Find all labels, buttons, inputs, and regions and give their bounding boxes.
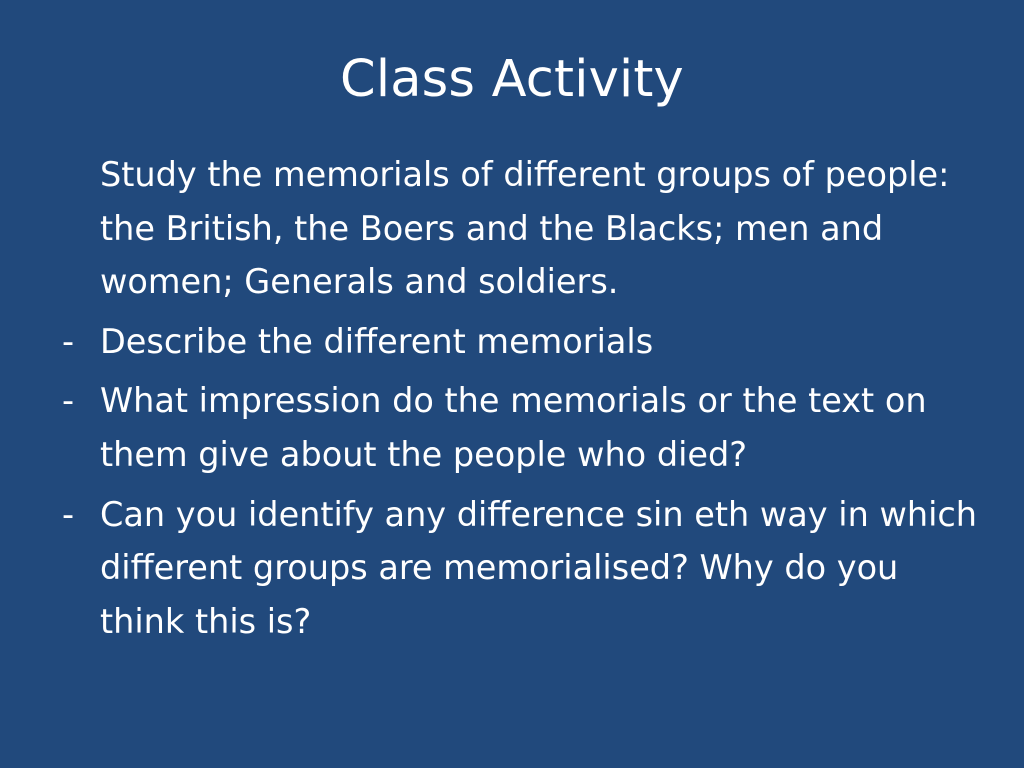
bullet-marker-icon: -: [62, 321, 75, 361]
bullet-marker-icon: -: [62, 494, 75, 534]
page-title: Class Activity: [340, 50, 684, 109]
list-item-label: What impression do the memorials or the text on them give about the people who died?: [100, 381, 927, 474]
list-item-label: Can you identify any difference sin eth way in which different groups are memorialised? Why do you think this is?: [100, 494, 978, 641]
list-item: [56, 315, 986, 369]
slide-body: [56, 148, 986, 654]
intro-paragraph: Study the memorials of different groups of people: the British, the Boers and the Blacks; men and women; Generals and soldiers.: [100, 155, 950, 302]
list-item: [56, 488, 986, 649]
list-item: [56, 374, 986, 481]
list-item-label: Describe the different memorials: [100, 321, 654, 361]
bullet-marker-icon: -: [62, 381, 75, 421]
